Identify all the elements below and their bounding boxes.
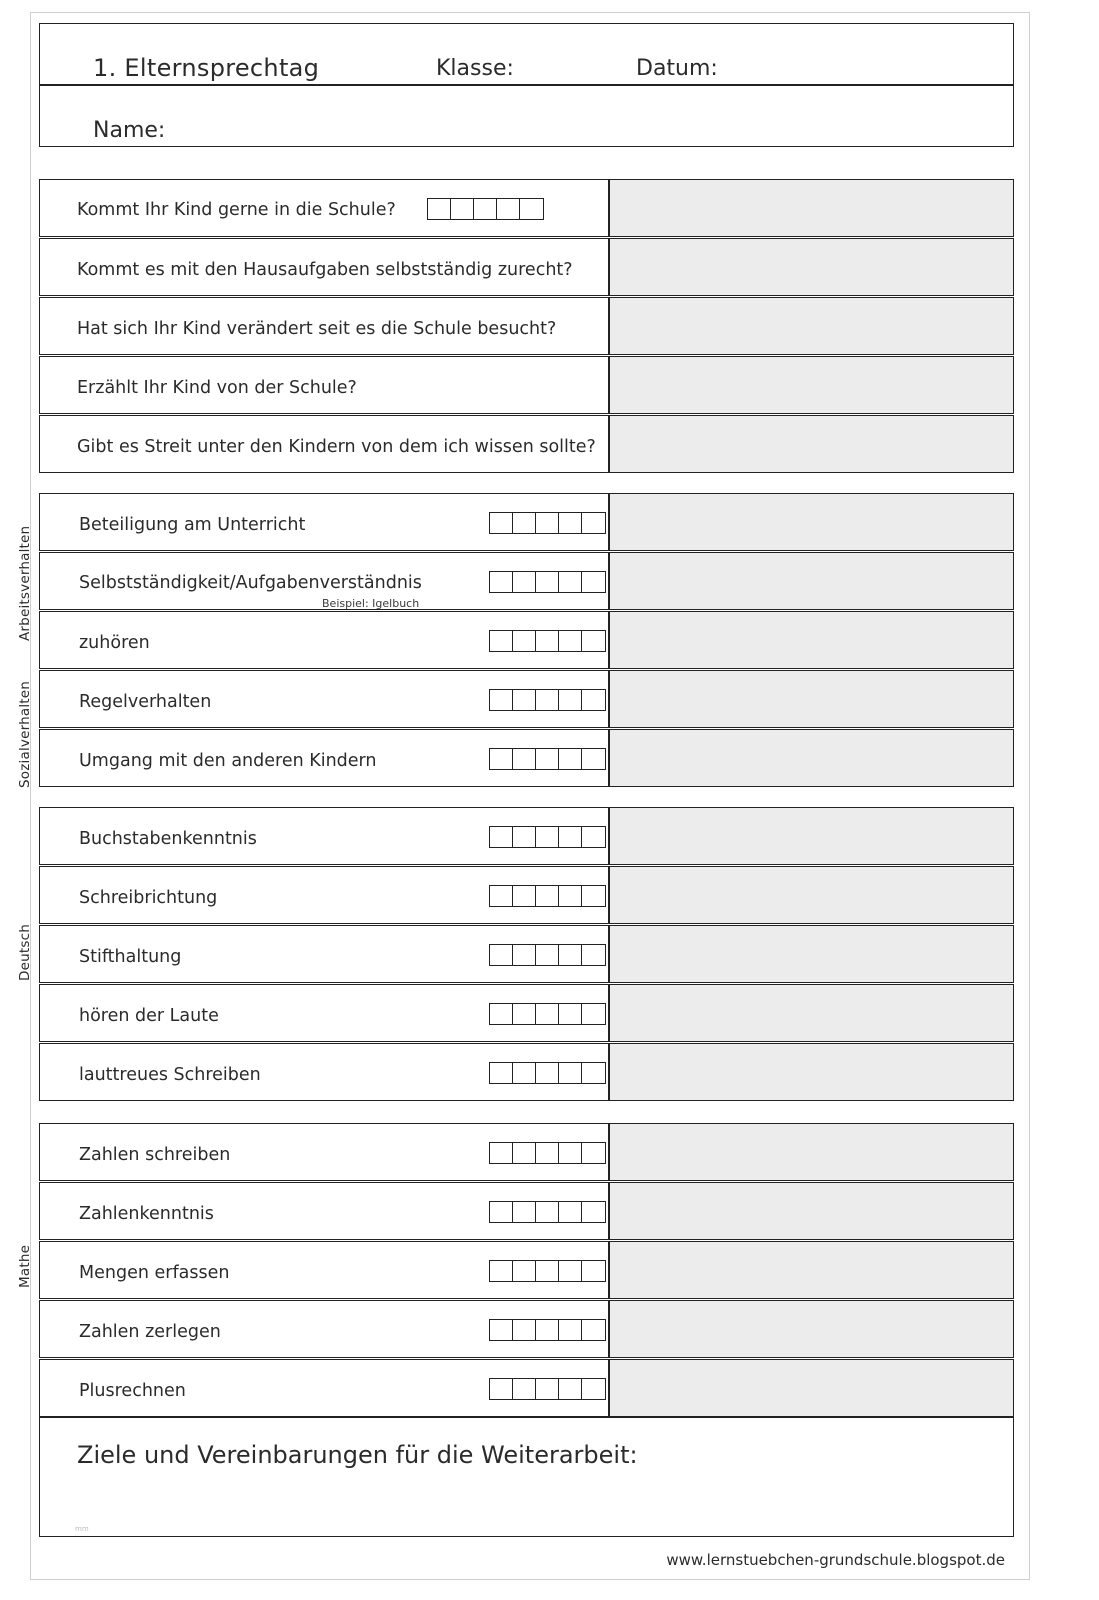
rating-cell[interactable] <box>582 631 605 651</box>
datum-label: Datum: <box>636 56 718 81</box>
rating-cell[interactable] <box>559 1063 582 1083</box>
name-row <box>39 85 1014 147</box>
item-label: Schreibrichtung <box>79 888 218 908</box>
rating-cell[interactable] <box>428 199 451 219</box>
rating-cell[interactable] <box>513 827 536 847</box>
rating-cell[interactable] <box>582 827 605 847</box>
section-label-mathe: Mathe <box>17 1244 33 1288</box>
rating-cell[interactable] <box>490 749 513 769</box>
rating-cell[interactable] <box>582 886 605 906</box>
rating-cell[interactable] <box>559 572 582 592</box>
item-label: Zahlen schreiben <box>79 1145 231 1165</box>
rating-cell[interactable] <box>536 1261 559 1281</box>
rating-cell[interactable] <box>490 1004 513 1024</box>
rating-cell[interactable] <box>513 945 536 965</box>
rating-cell[interactable] <box>490 1202 513 1222</box>
item-label: Stifthaltung <box>79 947 182 967</box>
comment-field[interactable] <box>609 1300 1014 1358</box>
rating-scale[interactable] <box>489 826 606 848</box>
rating-scale[interactable] <box>489 630 606 652</box>
comment-field[interactable] <box>609 729 1014 787</box>
rating-scale[interactable] <box>489 1142 606 1164</box>
rating-cell[interactable] <box>559 1004 582 1024</box>
item-label: lauttreues Schreiben <box>79 1065 261 1085</box>
rating-cell[interactable] <box>513 749 536 769</box>
answer-field[interactable] <box>609 415 1014 473</box>
rating-cell[interactable] <box>490 886 513 906</box>
rating-scale[interactable] <box>489 512 606 534</box>
worksheet-sheet <box>17 12 1030 1580</box>
rating-scale[interactable] <box>489 1319 606 1341</box>
comment-field[interactable] <box>609 984 1014 1042</box>
comment-field[interactable] <box>609 807 1014 865</box>
rating-cell[interactable] <box>513 1261 536 1281</box>
rating-cell[interactable] <box>559 1379 582 1399</box>
rating-cell[interactable] <box>536 513 559 533</box>
rating-cell[interactable] <box>559 827 582 847</box>
name-label: Name: <box>93 118 166 143</box>
rating-cell[interactable] <box>536 690 559 710</box>
rating-cell[interactable] <box>582 1202 605 1222</box>
comment-field[interactable] <box>609 493 1014 551</box>
question-label: Gibt es Streit unter den Kindern von dem ich wissen sollte? <box>77 437 596 457</box>
rating-cell[interactable] <box>490 945 513 965</box>
rating-cell[interactable] <box>582 945 605 965</box>
rating-cell[interactable] <box>513 886 536 906</box>
rating-cell[interactable] <box>559 690 582 710</box>
rating-cell[interactable] <box>559 513 582 533</box>
item-label: Umgang mit den anderen Kindern <box>79 751 377 771</box>
rating-cell[interactable] <box>559 1261 582 1281</box>
rating-cell[interactable] <box>536 1379 559 1399</box>
rating-cell[interactable] <box>559 1143 582 1163</box>
rating-cell[interactable] <box>536 827 559 847</box>
comment-field[interactable] <box>609 1043 1014 1101</box>
rating-cell[interactable] <box>490 1143 513 1163</box>
rating-cell[interactable] <box>513 1143 536 1163</box>
rating-cell[interactable] <box>536 749 559 769</box>
rating-cell[interactable] <box>490 572 513 592</box>
goals-title: Ziele und Vereinbarungen für die Weiterarbeit: <box>77 1441 638 1469</box>
comment-field[interactable] <box>609 866 1014 924</box>
item-label: Mengen erfassen <box>79 1263 230 1283</box>
rating-cell[interactable] <box>513 513 536 533</box>
answer-field[interactable] <box>609 356 1014 414</box>
rating-cell[interactable] <box>536 945 559 965</box>
answer-field[interactable] <box>609 297 1014 355</box>
rating-scale[interactable] <box>489 689 606 711</box>
question-label: Kommt es mit den Hausaufgaben selbstständig zurecht? <box>77 260 573 280</box>
rating-cell[interactable] <box>582 1004 605 1024</box>
rating-cell[interactable] <box>582 1379 605 1399</box>
page-title: 1. Elternsprechtag <box>93 54 320 82</box>
tiny-watermark: mm <box>75 1525 89 1533</box>
item-sublabel: Beispiel: Igelbuch <box>322 597 420 610</box>
comment-field[interactable] <box>609 925 1014 983</box>
question-label: Kommt Ihr Kind gerne in die Schule? <box>77 200 396 220</box>
rating-cell[interactable] <box>490 1379 513 1399</box>
section-label-deutsch: Deutsch <box>17 924 33 981</box>
rating-scale[interactable] <box>489 1378 606 1400</box>
rating-cell[interactable] <box>513 1320 536 1340</box>
footer-url: www.lernstuebchen-grundschule.blogspot.de <box>666 1551 1005 1569</box>
rating-cell[interactable] <box>490 827 513 847</box>
rating-cell[interactable] <box>559 945 582 965</box>
rating-cell[interactable] <box>536 1202 559 1222</box>
rating-cell[interactable] <box>559 631 582 651</box>
rating-cell[interactable] <box>582 690 605 710</box>
rating-cell[interactable] <box>513 1063 536 1083</box>
goals-box[interactable] <box>39 1417 1014 1537</box>
question-label: Hat sich Ihr Kind verändert seit es die Schule besucht? <box>77 319 557 339</box>
item-label: hören der Laute <box>79 1006 219 1026</box>
section-label-arbeitsverhalten: Arbeitsverhalten <box>17 525 33 641</box>
rating-cell[interactable] <box>490 690 513 710</box>
rating-cell[interactable] <box>536 572 559 592</box>
answer-field[interactable] <box>609 238 1014 296</box>
rating-cell[interactable] <box>559 1320 582 1340</box>
comment-field[interactable] <box>609 1241 1014 1299</box>
item-label: Zahlenkenntnis <box>79 1204 214 1224</box>
comment-field[interactable] <box>609 552 1014 610</box>
rating-scale[interactable] <box>427 198 544 220</box>
item-label: Plusrechnen <box>79 1381 186 1401</box>
rating-cell[interactable] <box>582 1063 605 1083</box>
rating-cell[interactable] <box>490 1261 513 1281</box>
item-label: Selbstständigkeit/Aufgabenverständnis <box>79 573 422 593</box>
rating-cell[interactable] <box>536 1143 559 1163</box>
rating-cell[interactable] <box>451 199 474 219</box>
question-label: Erzählt Ihr Kind von der Schule? <box>77 378 357 398</box>
rating-cell[interactable] <box>536 886 559 906</box>
rating-cell[interactable] <box>513 1379 536 1399</box>
rating-cell[interactable] <box>520 199 543 219</box>
rating-cell[interactable] <box>559 1202 582 1222</box>
section-label-sozialverhalten: Sozialverhalten <box>17 680 33 788</box>
rating-cell[interactable] <box>582 749 605 769</box>
rating-cell[interactable] <box>513 690 536 710</box>
rating-cell[interactable] <box>582 1261 605 1281</box>
rating-cell[interactable] <box>513 1004 536 1024</box>
rating-cell[interactable] <box>582 1143 605 1163</box>
rating-cell[interactable] <box>490 1063 513 1083</box>
rating-cell[interactable] <box>497 199 520 219</box>
rating-scale[interactable] <box>489 885 606 907</box>
rating-cell[interactable] <box>559 886 582 906</box>
rating-cell[interactable] <box>513 572 536 592</box>
rating-cell[interactable] <box>582 572 605 592</box>
item-label: Buchstabenkenntnis <box>79 829 257 849</box>
item-label: zuhören <box>79 633 150 653</box>
rating-scale[interactable] <box>489 1062 606 1084</box>
rating-cell[interactable] <box>536 1320 559 1340</box>
rating-scale[interactable] <box>489 1260 606 1282</box>
rating-scale[interactable] <box>489 1003 606 1025</box>
comment-field[interactable] <box>609 1123 1014 1181</box>
comment-field[interactable] <box>609 1359 1014 1417</box>
rating-cell[interactable] <box>490 631 513 651</box>
comment-field[interactable] <box>609 670 1014 728</box>
rating-cell[interactable] <box>559 749 582 769</box>
rating-scale[interactable] <box>489 1201 606 1223</box>
rating-cell[interactable] <box>536 1004 559 1024</box>
rating-cell[interactable] <box>474 199 497 219</box>
rating-cell[interactable] <box>582 513 605 533</box>
item-label: Beteiligung am Unterricht <box>79 515 306 535</box>
rating-scale[interactable] <box>489 748 606 770</box>
rating-cell[interactable] <box>536 631 559 651</box>
comment-field[interactable] <box>609 1182 1014 1240</box>
rating-cell[interactable] <box>582 1320 605 1340</box>
klasse-label: Klasse: <box>436 56 514 81</box>
answer-field[interactable] <box>609 179 1014 237</box>
rating-cell[interactable] <box>536 1063 559 1083</box>
item-label: Regelverhalten <box>79 692 212 712</box>
rating-scale[interactable] <box>489 944 606 966</box>
comment-field[interactable] <box>609 611 1014 669</box>
rating-cell[interactable] <box>513 1202 536 1222</box>
rating-cell[interactable] <box>490 513 513 533</box>
rating-cell[interactable] <box>490 1320 513 1340</box>
rating-cell[interactable] <box>513 631 536 651</box>
item-label: Zahlen zerlegen <box>79 1322 221 1342</box>
rating-scale[interactable] <box>489 571 606 593</box>
